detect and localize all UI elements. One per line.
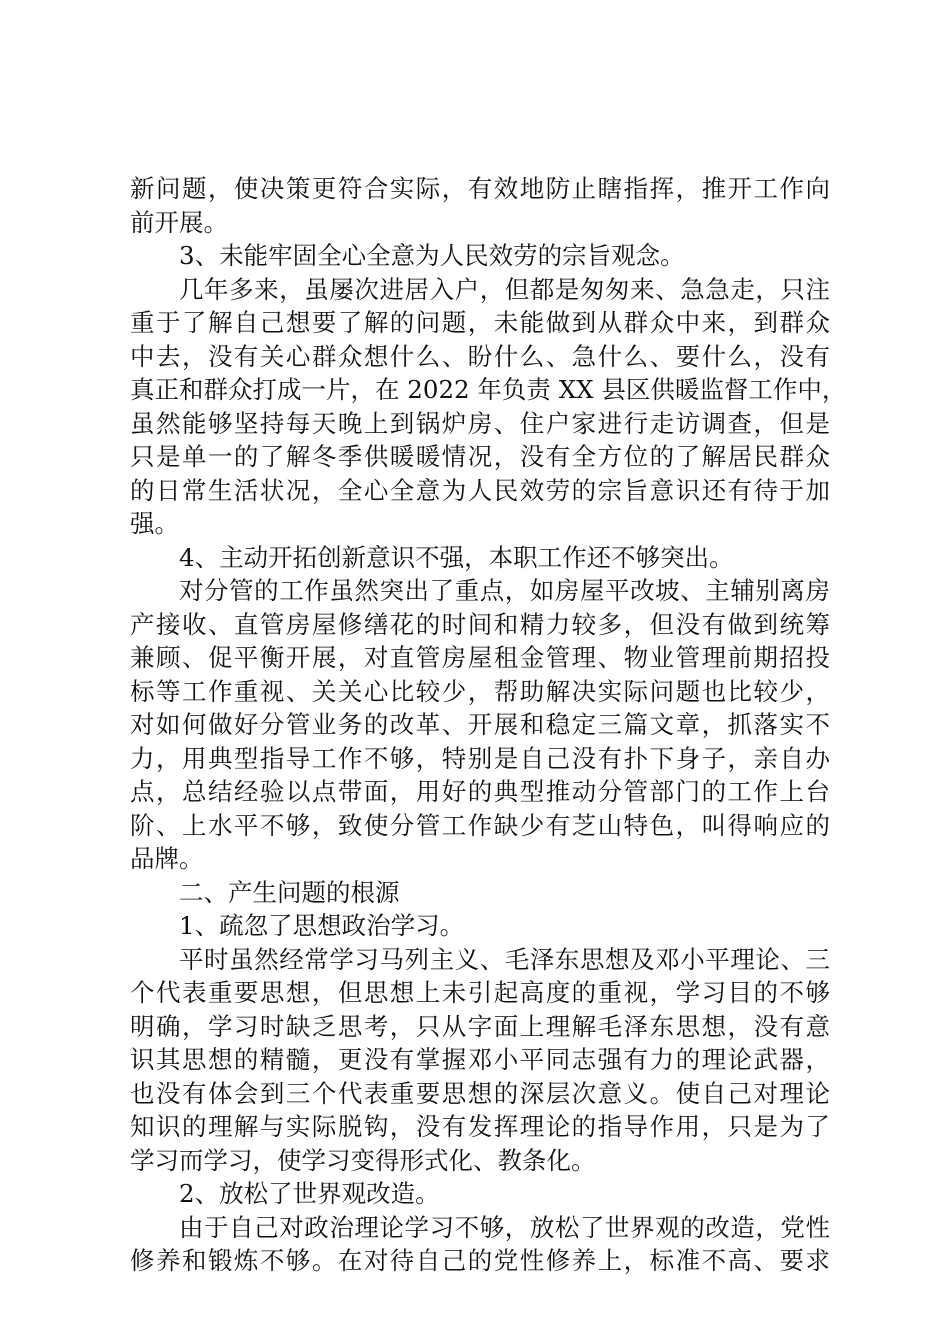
text-line: 前开展。 xyxy=(130,207,228,237)
text-line: 新问题，使决策更符合实际，有效地防止瞎指挥，推开工作向 xyxy=(130,174,830,203)
text-line: 点，总结经验以点带面，用好的典型推动分管部门的工作上台 xyxy=(130,777,830,806)
text-line: 识其思想的精髓，更没有掌握邓小平同志强有力的理论武器， xyxy=(130,1045,830,1074)
text-line: 力，用典型指导工作不够，特别是自己没有扑下身子，亲自办 xyxy=(130,743,830,773)
text-line: 由于自己对政治理论学习不够，放松了世界观的改造，党性 xyxy=(179,1212,830,1242)
text-line: 的日常生活状况，全心全意为人民效劳的宗旨意识还有待于加 xyxy=(130,475,830,505)
subheading: 4、主动开拓创新意识不强，本职工作还不够突出。 xyxy=(179,542,734,572)
section-heading: 二、产生问题的根源 xyxy=(179,877,400,907)
text-line: 品牌。 xyxy=(130,844,204,873)
text-line: 重于了解自己想要了解的问题，未能做到从群众中来，到群众 xyxy=(130,308,830,337)
text-line: 学习而学习，使学习变得形式化、教条化。 xyxy=(130,1145,596,1175)
text-line: 对分管的工作虽然突出了重点，如房屋平改坡、主辅别离房 xyxy=(179,576,830,605)
text-line: 虽然能够坚持每天晚上到锅炉房、住户家进行走访调查，但是 xyxy=(130,408,830,438)
document-body xyxy=(130,172,847,1278)
text-line: 平时虽然经常学习马列主义、毛泽东思想及邓小平理论、三 xyxy=(179,944,830,974)
text-line: 明确，学习时缺乏思考，只从字面上理解毛泽东思想，没有意 xyxy=(130,1011,830,1041)
subheading: 1、疏忽了思想政治学习。 xyxy=(179,911,465,940)
text-line: 修养和锻炼不够。在对待自己的党性修养上，标准不高、要求 xyxy=(130,1246,830,1275)
text-line: 真正和群众打成一片，在 2022 年负责 XX 县区供暖监督工作中， xyxy=(130,375,847,404)
subheading: 2、放松了世界观改造。 xyxy=(179,1179,440,1208)
text-line: 只是单一的了解冬季供暖暖情况，没有全方位的了解居民群众 xyxy=(130,442,830,471)
text-line: 强。 xyxy=(130,509,179,538)
subheading: 3、未能牢固全心全意为人民效劳的宗旨观念。 xyxy=(179,241,685,270)
text-line: 几年多来，虽屡次进居入户，但都是匆匆来、急急走，只注 xyxy=(179,274,830,304)
text-line: 标等工作重视、关关心比较少，帮助解决实际问题也比较少， xyxy=(130,676,830,706)
text-line: 产接收、直管房屋修缮花的时间和精力较多，但没有做到统筹 xyxy=(130,609,830,639)
text-line: 也没有体会到三个代表重要思想的深层次意义。使自己对理论 xyxy=(130,1078,830,1108)
text-line: 知识的理解与实际脱钩，没有发挥理论的指导作用，只是为了 xyxy=(130,1112,830,1141)
text-line: 对如何做好分管业务的改革、开展和稳定三篇文章，抓落实不 xyxy=(130,710,830,739)
text-line: 中去，没有关心群众想什么、盼什么、急什么、要什么，没有 xyxy=(130,341,830,371)
text-line: 兼顾、促平衡开展，对直管房屋租金管理、物业管理前期招投 xyxy=(130,643,830,672)
text-line: 个代表重要思想，但思想上未引起高度的重视，学习目的不够 xyxy=(130,978,830,1007)
text-line: 阶、上水平不够，致使分管工作缺少有芝山特色，叫得响应的 xyxy=(130,810,830,840)
